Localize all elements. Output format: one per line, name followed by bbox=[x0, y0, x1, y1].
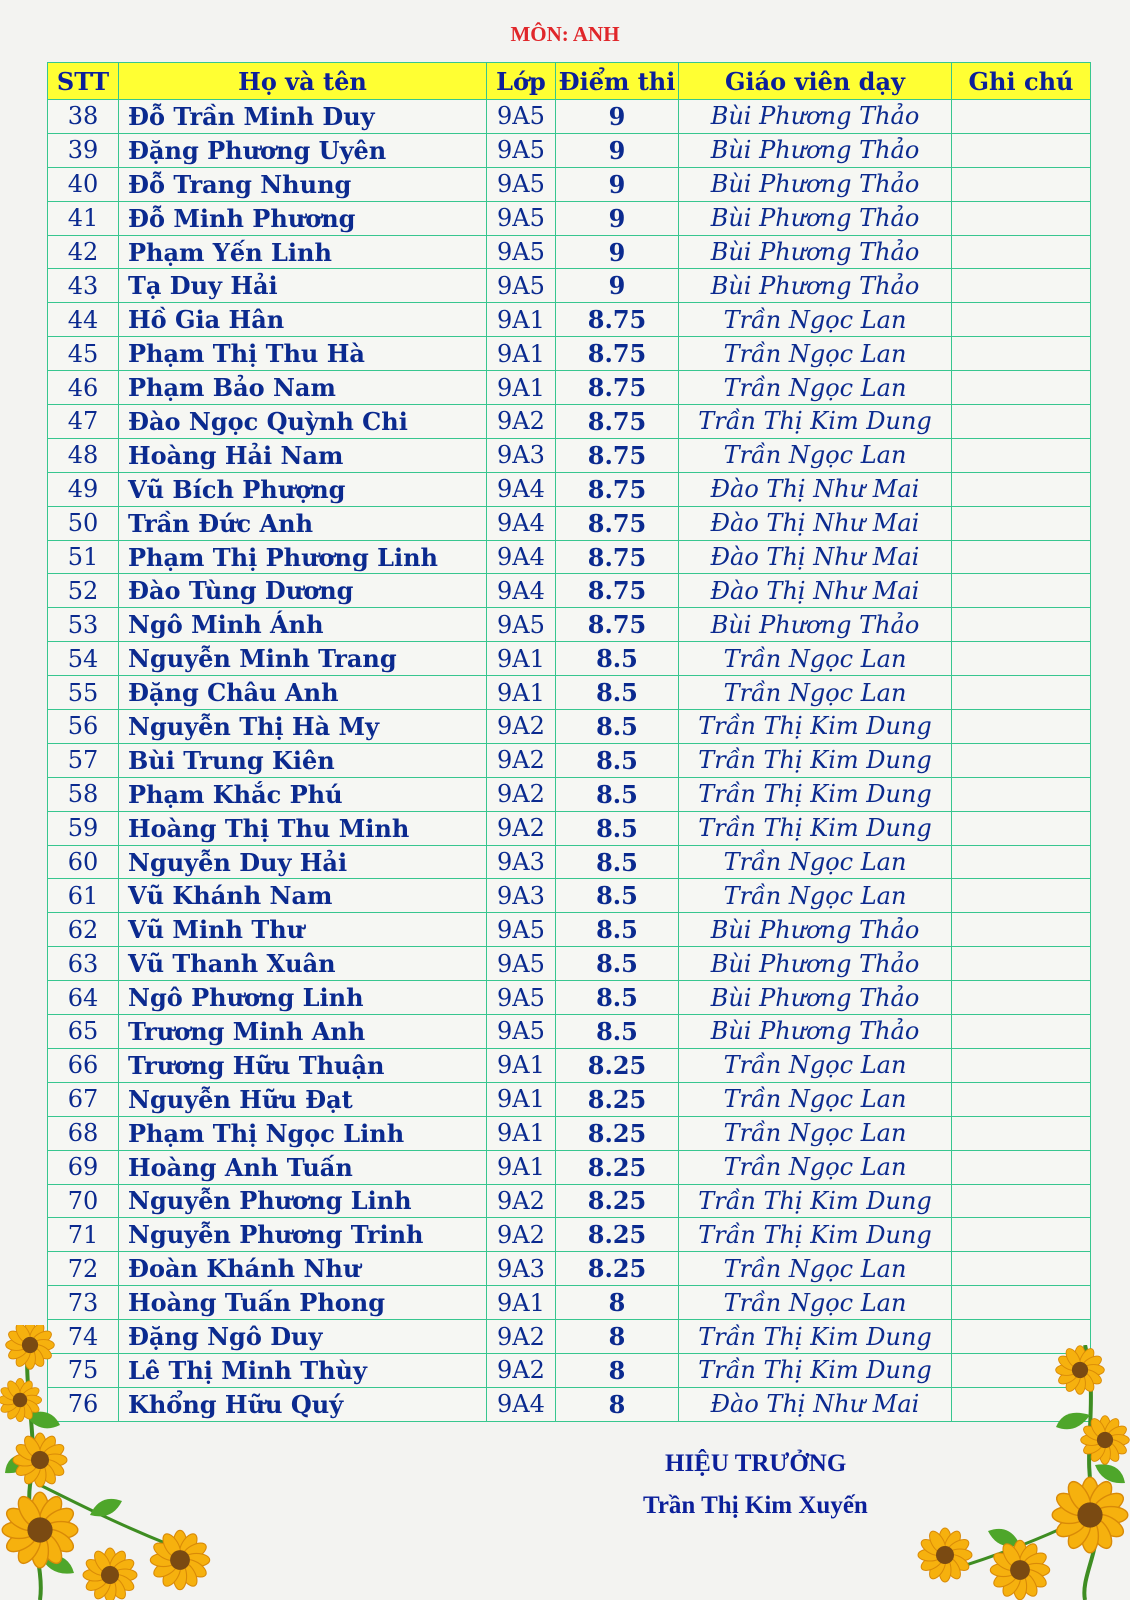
table-row bbox=[48, 167, 1091, 201]
row-teacher: Trần Ngọc Lan bbox=[679, 371, 952, 405]
table-row bbox=[48, 1082, 1091, 1116]
row-teacher: Đào Thị Như Mai bbox=[679, 472, 952, 506]
row-teacher: Bùi Phương Thảo bbox=[679, 947, 952, 981]
row-name: Nguyễn Minh Trang bbox=[119, 642, 487, 676]
row-name: Đặng Phương Uyên bbox=[119, 133, 487, 167]
row-class: 9A1 bbox=[487, 1150, 556, 1184]
row-stt: 73 bbox=[48, 1286, 119, 1320]
table-row bbox=[48, 1015, 1091, 1049]
table-row bbox=[48, 235, 1091, 269]
row-score: 8.75 bbox=[556, 608, 679, 642]
table-row bbox=[48, 642, 1091, 676]
table-row bbox=[48, 1184, 1091, 1218]
row-score: 8.75 bbox=[556, 371, 679, 405]
row-stt: 50 bbox=[48, 506, 119, 540]
row-stt: 71 bbox=[48, 1218, 119, 1252]
row-class: 9A3 bbox=[487, 438, 556, 472]
row-name: Hồ Gia Hân bbox=[119, 303, 487, 337]
row-class: 9A1 bbox=[487, 337, 556, 371]
row-score: 8.25 bbox=[556, 1082, 679, 1116]
row-name: Vũ Bích Phượng bbox=[119, 472, 487, 506]
row-teacher: Trần Thị Kim Dung bbox=[679, 1184, 952, 1218]
header-note: Ghi chú bbox=[952, 63, 1091, 100]
row-score: 8.75 bbox=[556, 506, 679, 540]
sunflower-left-icon bbox=[0, 1325, 220, 1600]
row-class: 9A5 bbox=[487, 1015, 556, 1049]
row-stt: 53 bbox=[48, 608, 119, 642]
row-score: 9 bbox=[556, 100, 679, 134]
row-note bbox=[952, 879, 1091, 913]
row-name: Đỗ Trang Nhung bbox=[119, 167, 487, 201]
sunflower-right-icon bbox=[910, 1345, 1130, 1600]
row-name: Phạm Yến Linh bbox=[119, 235, 487, 269]
header-stt: STT bbox=[48, 63, 119, 100]
row-teacher: Trần Ngọc Lan bbox=[679, 1116, 952, 1150]
row-class: 9A2 bbox=[487, 1184, 556, 1218]
row-name: Phạm Thị Phương Linh bbox=[119, 540, 487, 574]
row-name: Đỗ Minh Phương bbox=[119, 201, 487, 235]
row-score: 8 bbox=[556, 1387, 679, 1421]
row-note bbox=[952, 506, 1091, 540]
table-row bbox=[48, 100, 1091, 134]
row-score: 8 bbox=[556, 1353, 679, 1387]
row-teacher: Trần Thị Kim Dung bbox=[679, 777, 952, 811]
table-row bbox=[48, 371, 1091, 405]
row-class: 9A1 bbox=[487, 642, 556, 676]
table-row bbox=[48, 472, 1091, 506]
row-class: 9A4 bbox=[487, 1387, 556, 1421]
row-class: 9A1 bbox=[487, 1082, 556, 1116]
row-class: 9A2 bbox=[487, 743, 556, 777]
row-note bbox=[952, 405, 1091, 439]
row-score: 8.25 bbox=[556, 1116, 679, 1150]
row-teacher: Trần Thị Kim Dung bbox=[679, 405, 952, 439]
row-score: 8.25 bbox=[556, 1252, 679, 1286]
row-name: Nguyễn Thị Hà My bbox=[119, 710, 487, 744]
row-score: 8.75 bbox=[556, 472, 679, 506]
row-score: 8.5 bbox=[556, 743, 679, 777]
row-class: 9A4 bbox=[487, 506, 556, 540]
row-score: 8.5 bbox=[556, 1015, 679, 1049]
row-note bbox=[952, 133, 1091, 167]
row-teacher: Trần Ngọc Lan bbox=[679, 676, 952, 710]
row-class: 9A5 bbox=[487, 269, 556, 303]
table-row bbox=[48, 947, 1091, 981]
row-note bbox=[952, 845, 1091, 879]
row-stt: 39 bbox=[48, 133, 119, 167]
row-score: 8 bbox=[556, 1286, 679, 1320]
row-teacher: Bùi Phương Thảo bbox=[679, 133, 952, 167]
row-score: 8.75 bbox=[556, 438, 679, 472]
row-teacher: Bùi Phương Thảo bbox=[679, 269, 952, 303]
row-score: 8.5 bbox=[556, 879, 679, 913]
row-note bbox=[952, 1015, 1091, 1049]
row-class: 9A2 bbox=[487, 1320, 556, 1354]
row-score: 9 bbox=[556, 235, 679, 269]
row-note bbox=[952, 303, 1091, 337]
row-note bbox=[952, 269, 1091, 303]
row-note bbox=[952, 1150, 1091, 1184]
row-teacher: Trần Ngọc Lan bbox=[679, 845, 952, 879]
row-stt: 54 bbox=[48, 642, 119, 676]
table-row bbox=[48, 133, 1091, 167]
row-class: 9A1 bbox=[487, 303, 556, 337]
row-stt: 46 bbox=[48, 371, 119, 405]
table-row bbox=[48, 811, 1091, 845]
row-teacher: Trần Ngọc Lan bbox=[679, 1252, 952, 1286]
row-note bbox=[952, 337, 1091, 371]
row-name: Nguyễn Duy Hải bbox=[119, 845, 487, 879]
ranking-table bbox=[47, 62, 1091, 1422]
row-name: Trương Hữu Thuận bbox=[119, 1048, 487, 1082]
row-class: 9A1 bbox=[487, 1048, 556, 1082]
row-teacher: Bùi Phương Thảo bbox=[679, 235, 952, 269]
row-note bbox=[952, 981, 1091, 1015]
row-stt: 38 bbox=[48, 100, 119, 134]
row-stt: 52 bbox=[48, 574, 119, 608]
row-name: Đoàn Khánh Như bbox=[119, 1252, 487, 1286]
row-stt: 56 bbox=[48, 710, 119, 744]
row-note bbox=[952, 201, 1091, 235]
row-note bbox=[952, 1184, 1091, 1218]
row-note bbox=[952, 1048, 1091, 1082]
table-row bbox=[48, 777, 1091, 811]
table-row bbox=[48, 1218, 1091, 1252]
table-row bbox=[48, 506, 1091, 540]
row-teacher: Trần Ngọc Lan bbox=[679, 1286, 952, 1320]
row-stt: 51 bbox=[48, 540, 119, 574]
row-name: Khổng Hữu Quý bbox=[119, 1387, 487, 1421]
row-score: 8.5 bbox=[556, 676, 679, 710]
row-note bbox=[952, 1252, 1091, 1286]
row-teacher: Trần Thị Kim Dung bbox=[679, 811, 952, 845]
row-teacher: Trần Thị Kim Dung bbox=[679, 710, 952, 744]
row-stt: 72 bbox=[48, 1252, 119, 1286]
table-row bbox=[48, 337, 1091, 371]
row-score: 8.5 bbox=[556, 710, 679, 744]
row-class: 9A2 bbox=[487, 777, 556, 811]
row-teacher: Trần Ngọc Lan bbox=[679, 1048, 952, 1082]
row-name: Nguyễn Phương Linh bbox=[119, 1184, 487, 1218]
row-class: 9A4 bbox=[487, 540, 556, 574]
row-stt: 64 bbox=[48, 981, 119, 1015]
row-score: 8.25 bbox=[556, 1150, 679, 1184]
row-stt: 57 bbox=[48, 743, 119, 777]
row-score: 9 bbox=[556, 201, 679, 235]
row-class: 9A2 bbox=[487, 710, 556, 744]
row-note bbox=[952, 913, 1091, 947]
row-teacher: Bùi Phương Thảo bbox=[679, 1015, 952, 1049]
row-score: 8.5 bbox=[556, 947, 679, 981]
row-score: 8.25 bbox=[556, 1218, 679, 1252]
row-teacher: Trần Thị Kim Dung bbox=[679, 1353, 952, 1387]
row-note bbox=[952, 100, 1091, 134]
row-score: 9 bbox=[556, 133, 679, 167]
row-stt: 45 bbox=[48, 337, 119, 371]
row-name: Vũ Thanh Xuân bbox=[119, 947, 487, 981]
row-note bbox=[952, 1286, 1091, 1320]
table-row bbox=[48, 201, 1091, 235]
row-stt: 41 bbox=[48, 201, 119, 235]
signature-name: Trần Thị Kim Xuyến bbox=[643, 1492, 868, 1519]
row-class: 9A5 bbox=[487, 235, 556, 269]
row-note bbox=[952, 371, 1091, 405]
row-note bbox=[952, 574, 1091, 608]
row-class: 9A5 bbox=[487, 947, 556, 981]
row-teacher: Bùi Phương Thảo bbox=[679, 100, 952, 134]
row-teacher: Trần Ngọc Lan bbox=[679, 879, 952, 913]
row-note bbox=[952, 608, 1091, 642]
row-teacher: Trần Ngọc Lan bbox=[679, 642, 952, 676]
row-teacher: Đào Thị Như Mai bbox=[679, 574, 952, 608]
row-score: 8.5 bbox=[556, 913, 679, 947]
row-class: 9A1 bbox=[487, 1116, 556, 1150]
row-name: Phạm Khắc Phú bbox=[119, 777, 487, 811]
row-stt: 59 bbox=[48, 811, 119, 845]
row-note bbox=[952, 1218, 1091, 1252]
row-class: 9A5 bbox=[487, 133, 556, 167]
header-score: Điểm thi bbox=[556, 63, 679, 100]
row-name: Lê Thị Minh Thùy bbox=[119, 1353, 487, 1387]
table-row bbox=[48, 1252, 1091, 1286]
row-score: 8.5 bbox=[556, 777, 679, 811]
row-teacher: Bùi Phương Thảo bbox=[679, 201, 952, 235]
table-row bbox=[48, 913, 1091, 947]
row-score: 8.5 bbox=[556, 981, 679, 1015]
row-name: Nguyễn Hữu Đạt bbox=[119, 1082, 487, 1116]
row-class: 9A1 bbox=[487, 676, 556, 710]
row-teacher: Trần Ngọc Lan bbox=[679, 1082, 952, 1116]
row-name: Vũ Khánh Nam bbox=[119, 879, 487, 913]
row-stt: 69 bbox=[48, 1150, 119, 1184]
row-note bbox=[952, 1082, 1091, 1116]
table-header-row bbox=[48, 63, 1091, 100]
row-stt: 43 bbox=[48, 269, 119, 303]
row-note bbox=[952, 642, 1091, 676]
row-class: 9A3 bbox=[487, 879, 556, 913]
row-teacher: Đào Thị Như Mai bbox=[679, 506, 952, 540]
row-name: Trương Minh Anh bbox=[119, 1015, 487, 1049]
row-score: 8.5 bbox=[556, 811, 679, 845]
row-score: 8.75 bbox=[556, 540, 679, 574]
table-row bbox=[48, 845, 1091, 879]
header-name: Họ và tên bbox=[119, 63, 487, 100]
row-teacher: Bùi Phương Thảo bbox=[679, 981, 952, 1015]
row-stt: 42 bbox=[48, 235, 119, 269]
table-row bbox=[48, 676, 1091, 710]
row-class: 9A2 bbox=[487, 811, 556, 845]
table-row bbox=[48, 574, 1091, 608]
row-class: 9A5 bbox=[487, 608, 556, 642]
row-stt: 60 bbox=[48, 845, 119, 879]
row-stt: 68 bbox=[48, 1116, 119, 1150]
row-stt: 44 bbox=[48, 303, 119, 337]
row-name: Ngô Phương Linh bbox=[119, 981, 487, 1015]
table-row bbox=[48, 269, 1091, 303]
row-class: 9A4 bbox=[487, 574, 556, 608]
row-score: 8.5 bbox=[556, 845, 679, 879]
row-teacher: Đào Thị Như Mai bbox=[679, 1387, 952, 1421]
row-name: Đặng Châu Anh bbox=[119, 676, 487, 710]
row-class: 9A5 bbox=[487, 167, 556, 201]
row-score: 8.5 bbox=[556, 642, 679, 676]
row-teacher: Trần Ngọc Lan bbox=[679, 438, 952, 472]
table-row bbox=[48, 1116, 1091, 1150]
row-class: 9A5 bbox=[487, 981, 556, 1015]
row-stt: 48 bbox=[48, 438, 119, 472]
row-score: 8.75 bbox=[556, 303, 679, 337]
row-score: 8.25 bbox=[556, 1184, 679, 1218]
row-teacher: Trần Thị Kim Dung bbox=[679, 1320, 952, 1354]
row-name: Phạm Bảo Nam bbox=[119, 371, 487, 405]
row-teacher: Bùi Phương Thảo bbox=[679, 913, 952, 947]
row-note bbox=[952, 235, 1091, 269]
row-name: Bùi Trung Kiên bbox=[119, 743, 487, 777]
row-note bbox=[952, 167, 1091, 201]
row-note bbox=[952, 710, 1091, 744]
row-note bbox=[952, 438, 1091, 472]
row-stt: 66 bbox=[48, 1048, 119, 1082]
row-score: 8.75 bbox=[556, 574, 679, 608]
row-stt: 75 bbox=[48, 1353, 119, 1387]
row-stt: 49 bbox=[48, 472, 119, 506]
row-note bbox=[952, 1116, 1091, 1150]
row-note bbox=[952, 811, 1091, 845]
row-name: Hoàng Thị Thu Minh bbox=[119, 811, 487, 845]
row-teacher: Bùi Phương Thảo bbox=[679, 167, 952, 201]
row-class: 9A2 bbox=[487, 1353, 556, 1387]
table-row bbox=[48, 540, 1091, 574]
row-score: 8.75 bbox=[556, 337, 679, 371]
row-score: 8 bbox=[556, 1320, 679, 1354]
row-name: Đào Ngọc Quỳnh Chi bbox=[119, 405, 487, 439]
row-class: 9A1 bbox=[487, 371, 556, 405]
row-name: Đào Tùng Dương bbox=[119, 574, 487, 608]
row-name: Hoàng Anh Tuấn bbox=[119, 1150, 487, 1184]
row-name: Vũ Minh Thư bbox=[119, 913, 487, 947]
row-class: 9A3 bbox=[487, 845, 556, 879]
row-note bbox=[952, 743, 1091, 777]
row-teacher: Đào Thị Như Mai bbox=[679, 540, 952, 574]
row-class: 9A5 bbox=[487, 913, 556, 947]
row-stt: 76 bbox=[48, 1387, 119, 1421]
table-row bbox=[48, 710, 1091, 744]
row-teacher: Trần Ngọc Lan bbox=[679, 337, 952, 371]
row-note bbox=[952, 777, 1091, 811]
row-class: 9A4 bbox=[487, 472, 556, 506]
row-name: Hoàng Tuấn Phong bbox=[119, 1286, 487, 1320]
row-name: Đỗ Trần Minh Duy bbox=[119, 100, 487, 134]
row-score: 9 bbox=[556, 269, 679, 303]
signature-title: HIỆU TRƯỞNG bbox=[665, 1450, 847, 1477]
table-row bbox=[48, 1286, 1091, 1320]
row-stt: 65 bbox=[48, 1015, 119, 1049]
row-stt: 61 bbox=[48, 879, 119, 913]
header-teacher: Giáo viên dạy bbox=[679, 63, 952, 100]
row-stt: 55 bbox=[48, 676, 119, 710]
row-note bbox=[952, 676, 1091, 710]
row-class: 9A1 bbox=[487, 1286, 556, 1320]
row-score: 8.75 bbox=[556, 405, 679, 439]
row-teacher: Trần Ngọc Lan bbox=[679, 303, 952, 337]
header-class: Lớp bbox=[487, 63, 556, 100]
row-name: Trần Đức Anh bbox=[119, 506, 487, 540]
row-stt: 62 bbox=[48, 913, 119, 947]
row-name: Nguyễn Phương Trinh bbox=[119, 1218, 487, 1252]
row-class: 9A5 bbox=[487, 100, 556, 134]
table-row bbox=[48, 743, 1091, 777]
row-name: Đặng Ngô Duy bbox=[119, 1320, 487, 1354]
row-stt: 67 bbox=[48, 1082, 119, 1116]
table-row bbox=[48, 405, 1091, 439]
table-row bbox=[48, 981, 1091, 1015]
row-stt: 58 bbox=[48, 777, 119, 811]
row-stt: 40 bbox=[48, 167, 119, 201]
table-row bbox=[48, 1150, 1091, 1184]
row-note bbox=[952, 947, 1091, 981]
table-row bbox=[48, 608, 1091, 642]
row-class: 9A5 bbox=[487, 201, 556, 235]
table-row bbox=[48, 303, 1091, 337]
table-body bbox=[48, 100, 1091, 1422]
row-class: 9A2 bbox=[487, 1218, 556, 1252]
row-name: Hoàng Hải Nam bbox=[119, 438, 487, 472]
row-name: Ngô Minh Ánh bbox=[119, 608, 487, 642]
row-stt: 74 bbox=[48, 1320, 119, 1354]
row-teacher: Trần Thị Kim Dung bbox=[679, 743, 952, 777]
subject-heading: MÔN: ANH bbox=[510, 22, 620, 46]
row-teacher: Trần Ngọc Lan bbox=[679, 1150, 952, 1184]
table-row bbox=[48, 438, 1091, 472]
row-name: Phạm Thị Ngọc Linh bbox=[119, 1116, 487, 1150]
row-teacher: Bùi Phương Thảo bbox=[679, 608, 952, 642]
row-name: Tạ Duy Hải bbox=[119, 269, 487, 303]
row-score: 9 bbox=[556, 167, 679, 201]
row-stt: 70 bbox=[48, 1184, 119, 1218]
row-note bbox=[952, 472, 1091, 506]
row-stt: 63 bbox=[48, 947, 119, 981]
row-stt: 47 bbox=[48, 405, 119, 439]
row-note bbox=[952, 540, 1091, 574]
row-teacher: Trần Thị Kim Dung bbox=[679, 1218, 952, 1252]
table-row bbox=[48, 879, 1091, 913]
table-row bbox=[48, 1048, 1091, 1082]
row-class: 9A3 bbox=[487, 1252, 556, 1286]
row-score: 8.25 bbox=[556, 1048, 679, 1082]
row-class: 9A2 bbox=[487, 405, 556, 439]
row-name: Phạm Thị Thu Hà bbox=[119, 337, 487, 371]
